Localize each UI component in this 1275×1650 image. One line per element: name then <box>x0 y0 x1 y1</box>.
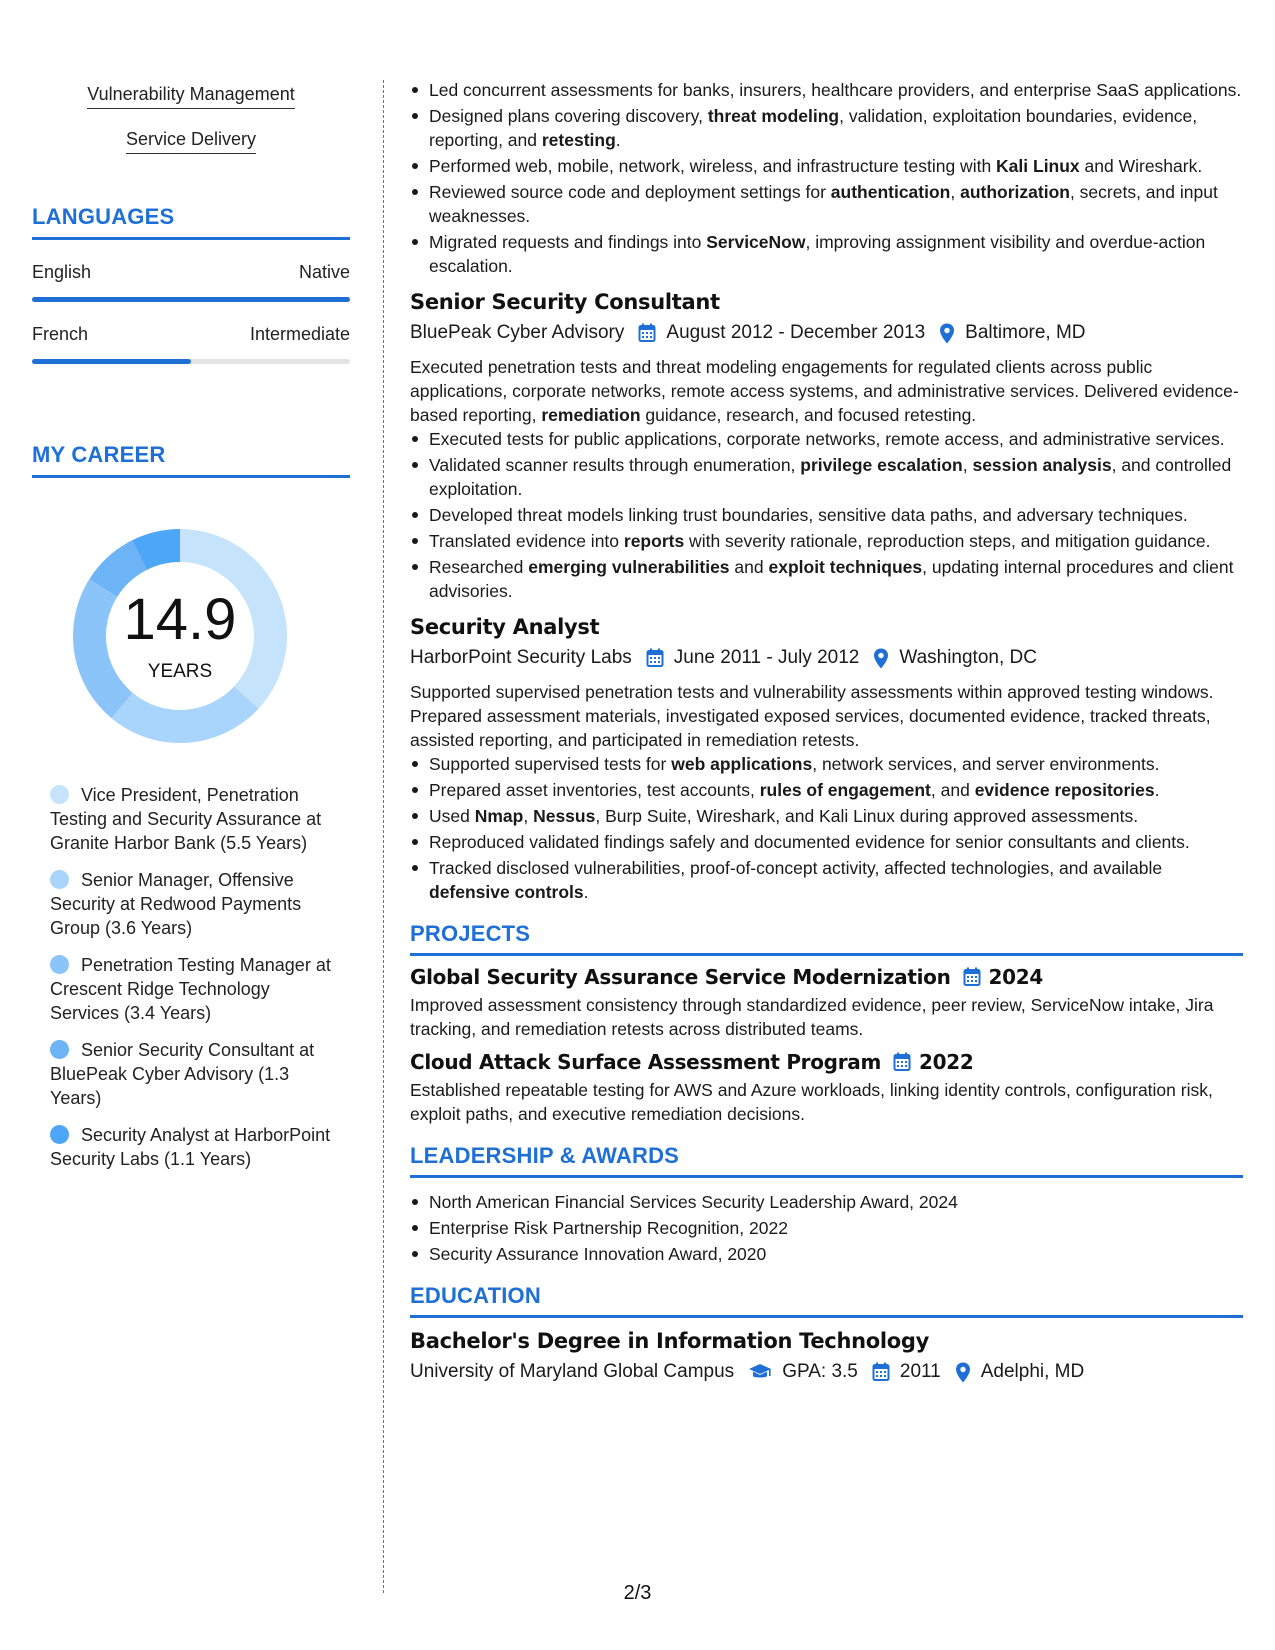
language-name: English <box>32 262 92 282</box>
project-name: Cloud Attack Surface Assessment Program <box>410 1050 881 1074</box>
job-list <box>410 290 1243 904</box>
education-section <box>410 1283 1243 1383</box>
education-year: 2011 <box>899 1361 941 1382</box>
calendar-icon <box>638 323 656 343</box>
career-role-item <box>50 953 340 1025</box>
language-level: Intermediate <box>249 324 350 344</box>
job-summary: Supported supervised penetration tests and vulnerability assessments within approved testing windows. Prepared assessment materials, investigated exposed services, documented evidence, tracked threats, assisted reporting, and participated in remediation retests. <box>410 682 1214 750</box>
school-name: University of Maryland Global Campus <box>410 1361 735 1382</box>
career-role-item <box>50 1123 340 1171</box>
job-entry <box>410 290 1243 603</box>
language-level-bar <box>32 297 350 302</box>
language-item <box>32 324 350 364</box>
career-role-item <box>50 1038 340 1110</box>
legend-dot <box>50 785 69 804</box>
career-role-item <box>50 868 340 940</box>
calendar-icon <box>646 648 664 668</box>
career-section <box>32 442 350 1171</box>
job-meta <box>410 322 1243 344</box>
career-role-text: Vice President, Penetration Testing and Security Assurance at Granite Harbor Bank (5.5 Years) <box>50 785 322 853</box>
bullet-item: Researched emerging vulnerabilities and exploit techniques, updating internal procedures and client advisories. <box>429 555 1243 603</box>
career-role-text: Senior Security Consultant at BluePeak Cyber Advisory (1.3 Years) <box>50 1040 315 1108</box>
language-item <box>32 262 350 302</box>
education-location: Adelphi, MD <box>980 1361 1085 1382</box>
bullet-item: Designed plans covering discovery, threat modeling, validation, exploitation boundaries, evidence, reporting, and retesting. <box>429 104 1243 152</box>
location-pin-icon <box>955 1362 971 1383</box>
awards-list <box>410 1190 1243 1266</box>
career-donut-chart <box>65 521 295 751</box>
career-role-list <box>32 783 350 1171</box>
project-description: Established repeatable testing for AWS and Azure workloads, linking identity controls, configuration risk, exploit paths, and executive remediation decisions. <box>410 1080 1213 1124</box>
bullet-item: Tracked disclosed vulnerabilities, proof-of-concept activity, affected technologies, and available defensive controls. <box>429 856 1243 904</box>
job-entry <box>410 615 1243 904</box>
award-item: Enterprise Risk Partnership Recognition, 2022 <box>429 1216 1243 1240</box>
career-role-text: Senior Manager, Offensive Security at Redwood Payments Group (3.6 Years) <box>50 870 302 938</box>
job-location: Baltimore, MD <box>965 322 1086 343</box>
project-description: Improved assessment consistency through standardized evidence, peer review, ServiceNow intake, Jira tracking, and remediation retests across distributed teams. <box>410 995 1214 1039</box>
donut-segment <box>111 686 258 743</box>
column-divider <box>383 80 384 1593</box>
projects-title: PROJECTS <box>410 921 1243 956</box>
experience-bullets <box>410 78 1243 278</box>
bullet-item: Developed threat models linking trust boundaries, sensitive data paths, and adversary techniques. <box>429 503 1243 527</box>
awards-section <box>410 1143 1243 1266</box>
legend-dot <box>50 955 69 974</box>
bullet-item: Migrated requests and findings into ServiceNow, improving assignment visibility and overdue-action escalation. <box>429 230 1243 278</box>
project-header <box>410 1050 1243 1074</box>
page-number: 2/3 <box>623 1582 652 1604</box>
skill-item: Vulnerability Management <box>87 84 294 109</box>
education-meta <box>410 1361 1243 1383</box>
career-role-text: Penetration Testing Manager at Crescent Ridge Technology Services (3.4 Years) <box>50 955 331 1023</box>
job-dates: June 2011 - July 2012 <box>673 647 860 668</box>
company-name: HarborPoint Security Labs <box>410 647 632 668</box>
calendar-icon <box>893 1052 911 1072</box>
career-total-years: 14.9 <box>123 587 237 652</box>
job-title: Senior Security Consultant <box>410 290 720 314</box>
job-meta <box>410 647 1243 669</box>
job-location: Washington, DC <box>899 647 1037 668</box>
calendar-icon <box>963 967 981 987</box>
project-year: 2024 <box>988 965 1043 989</box>
left-column <box>32 84 350 1184</box>
language-level-fill <box>32 297 350 302</box>
bullet-item: Executed tests for public applications, corporate networks, remote access, and administrative services. <box>429 427 1243 451</box>
projects-section <box>410 921 1243 1126</box>
legend-dot <box>50 870 69 889</box>
company-name: BluePeak Cyber Advisory <box>410 322 625 343</box>
bullet-item: Prepared asset inventories, test accounts, rules of engagement, and evidence repositories. <box>429 778 1243 802</box>
location-pin-icon <box>939 323 955 344</box>
right-column <box>410 78 1243 1383</box>
job-title: Security Analyst <box>410 615 600 639</box>
awards-title: LEADERSHIP & AWARDS <box>410 1143 1243 1178</box>
project-year: 2022 <box>919 1050 974 1074</box>
languages-title: LANGUAGES <box>32 204 350 240</box>
career-title: MY CAREER <box>32 442 350 478</box>
bullet-item: Performed web, mobile, network, wireless, and infrastructure testing with Kali Linux and Wireshark. <box>429 154 1243 178</box>
language-level: Native <box>298 262 350 282</box>
career-role-item <box>50 783 340 855</box>
bullet-item: Translated evidence into reports with severity rationale, reproduction steps, and mitigation guidance. <box>429 529 1243 553</box>
education-gpa: GPA: 3.5 <box>782 1361 858 1382</box>
bullet-item: Supported supervised tests for web applications, network services, and server environments. <box>429 752 1243 776</box>
bullet-item: Led concurrent assessments for banks, insurers, healthcare providers, and enterprise SaaS applications. <box>429 80 1242 100</box>
career-role-text: Security Analyst at HarborPoint Security Labs (1.1 Years) <box>50 1125 331 1169</box>
award-item: North American Financial Services Security Leadership Award, 2024 <box>429 1190 1243 1214</box>
calendar-icon <box>872 1362 890 1382</box>
job-bullets <box>410 427 1243 603</box>
project-item <box>410 965 1243 1041</box>
job-summary: Executed penetration tests and threat modeling engagements for regulated clients across public applications, corporate networks, remote access systems, and administrative services. Delivered evidence-based reporting, remediation guidance, research, and focused retesting. <box>410 357 1239 425</box>
legend-dot <box>50 1125 69 1144</box>
language-level-fill <box>32 359 191 364</box>
project-name: Global Security Assurance Service Modernization <box>410 965 951 989</box>
language-name: French <box>32 324 89 344</box>
bullet-item: Reproduced validated findings safely and documented evidence for senior consultants and clients. <box>429 830 1243 854</box>
legend-dot <box>50 1040 69 1059</box>
bullet-item: Used Nmap, Nessus, Burp Suite, Wireshark, and Kali Linux during approved assessments. <box>429 804 1243 828</box>
award-item: Security Assurance Innovation Award, 2020 <box>429 1242 1243 1266</box>
project-header <box>410 965 1243 989</box>
location-pin-icon <box>873 648 889 669</box>
bullet-item: Reviewed source code and deployment settings for authentication, authorization, secrets, and input weaknesses. <box>429 180 1243 228</box>
graduation-cap-icon <box>748 1362 772 1382</box>
career-years-unit: YEARS <box>147 661 213 682</box>
job-dates: August 2012 - December 2013 <box>666 322 926 343</box>
education-title: EDUCATION <box>410 1283 1243 1318</box>
degree-title: Bachelor's Degree in Information Technology <box>410 1329 930 1353</box>
language-level-bar <box>32 359 350 364</box>
project-item <box>410 1050 1243 1126</box>
skill-item: Service Delivery <box>126 129 256 154</box>
skill-list <box>32 84 350 174</box>
bullet-item: Validated scanner results through enumeration, privilege escalation, session analysis, and controlled exploitation. <box>429 453 1243 501</box>
job-bullets <box>410 752 1243 904</box>
languages-section <box>32 204 350 364</box>
